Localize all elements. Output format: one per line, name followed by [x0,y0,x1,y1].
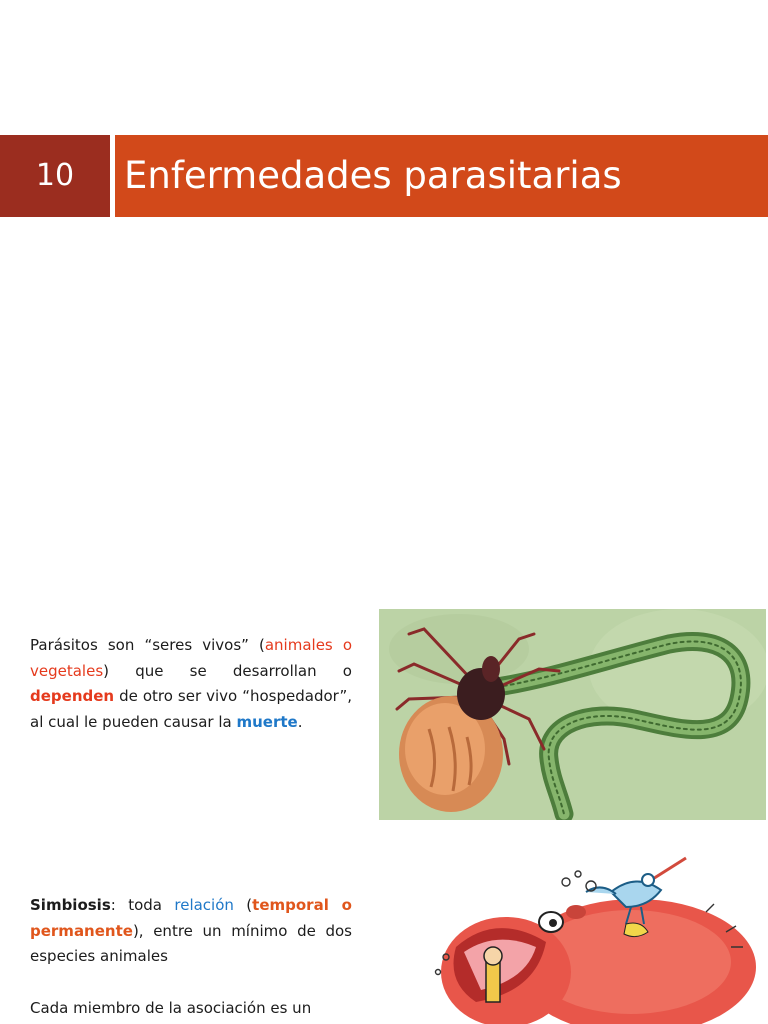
text-segment: de otro ser vivo “hospedador”, al cual le pueden causar la [30,687,352,731]
highlight-death: muerte [236,712,298,731]
text-segment: : toda [110,896,175,914]
hippo-cartoon [386,852,760,1024]
slide-number: 10 [0,135,110,217]
text-segment: ) que se desarrollan o [103,661,352,680]
highlight-relation: relación [174,896,234,914]
tick-and-worm-photo [379,609,766,820]
text-segment: . [297,712,303,731]
highlight-animals-plants: animales o vegetales [30,636,353,680]
highlight-temporal-permanent: temporal o permanente [30,896,352,940]
highlight-depend: dependen [30,687,115,705]
text-segment: ), entre un mínimo de dos especies animales [30,921,352,965]
parasites-paragraph [30,633,352,735]
symbiosis-term: Simbiosis [30,896,111,914]
association-paragraph: Cada miembro de la asociación es un [30,999,312,1017]
text-segment: ( [233,896,253,914]
text-segment: Parásitos son “seres vivos” ( [30,636,265,654]
slide-title: Enfermedades parasitarias [115,135,768,217]
symbiosis-paragraph [30,893,352,970]
